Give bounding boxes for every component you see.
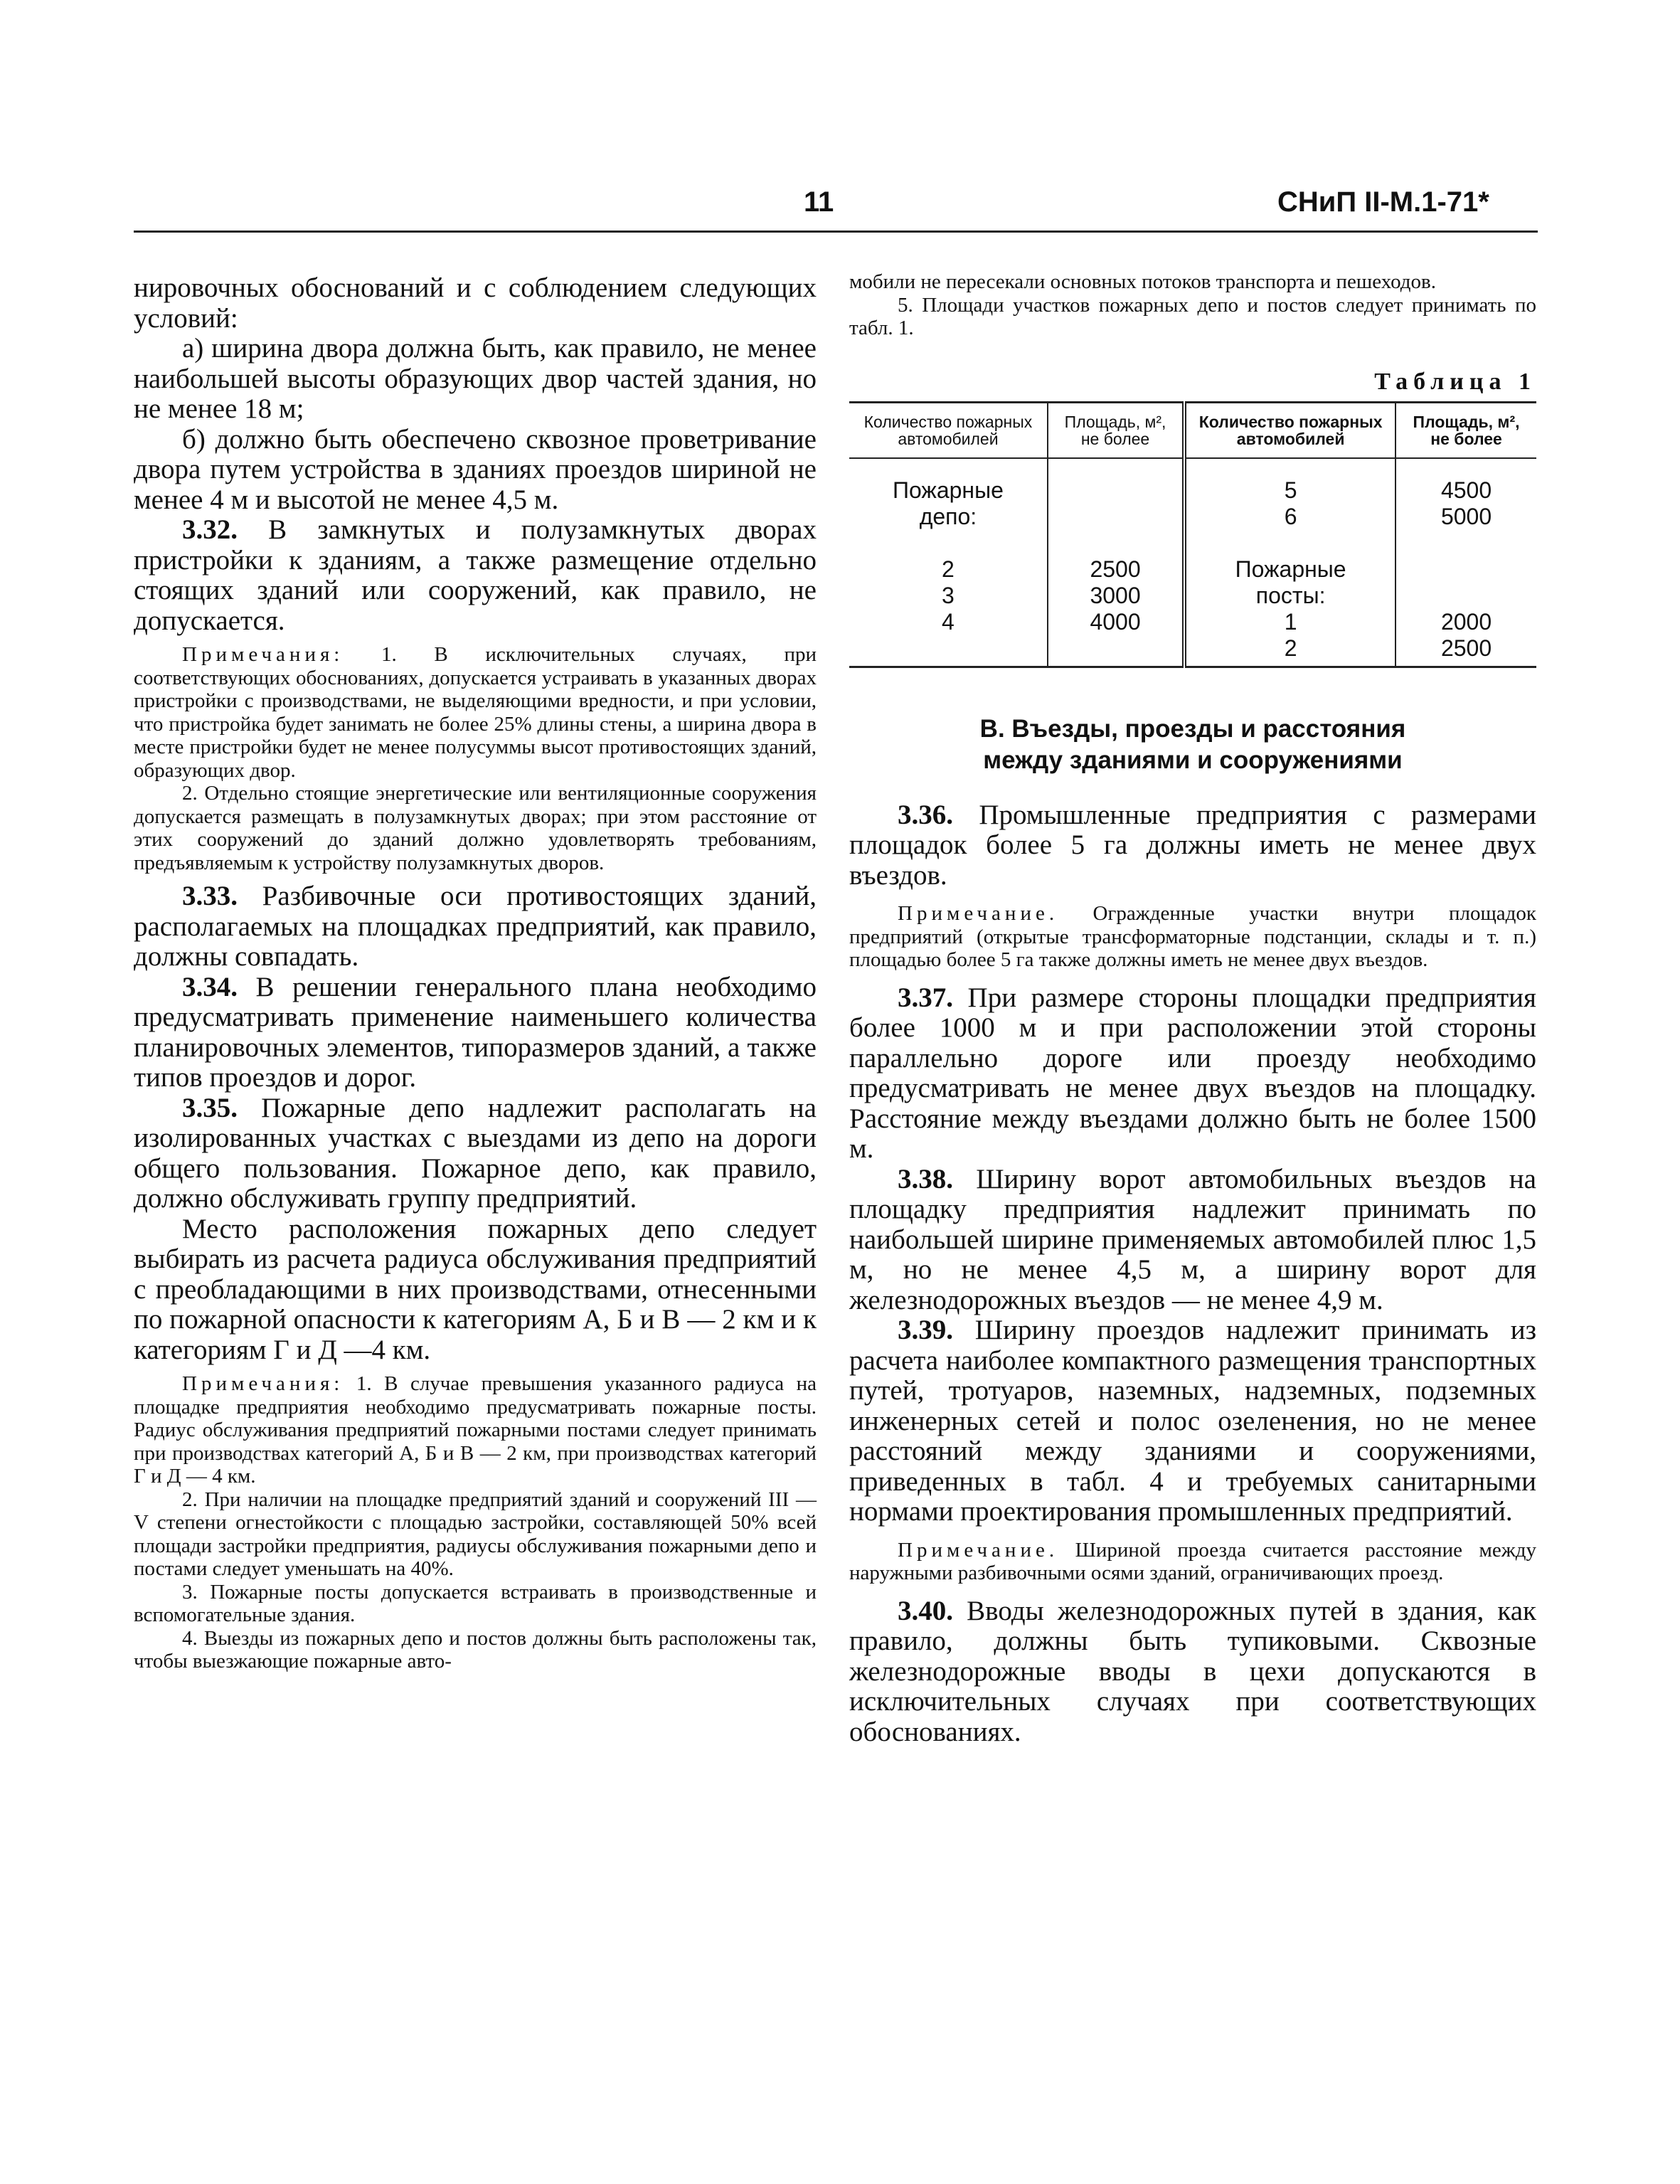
clause-3-40	[849, 1596, 1536, 1748]
header-rule	[134, 230, 1538, 233]
clause-text: Промышленные предприятия с размерами площадок более 5 га должны иметь не менее двух въездов.	[849, 799, 1536, 891]
clause-number: 3.32.	[182, 514, 238, 545]
note-label: Примечание.	[898, 1538, 1059, 1562]
note-item-5: 5. Площади участков пожарных депо и постов следует принимать по табл. 1.	[849, 293, 1536, 339]
document-code: СНиП II-М.1-71*	[1277, 186, 1489, 218]
clause-3-32	[134, 515, 817, 636]
note-continuation: мобили не пересекали основных потоков транспорта и пешеходов.	[849, 270, 1436, 293]
right-column	[849, 270, 1536, 1747]
clause-3-37	[849, 983, 1536, 1165]
clause-number: 3.35.	[182, 1092, 238, 1123]
table-header-cell: Количество пожарных автомобилей	[1184, 402, 1395, 458]
page-number: 11	[804, 186, 834, 218]
clause-number: 3.37.	[898, 982, 953, 1013]
clause-text: Ширину проездов надлежит принимать из расчета наиболее компактного размещения транспортных путей, тротуаров, наземных, надземных, подземных инженерных сетей и полос озеленения, но не менее расстояний между зданиями и сооружениями, приведенных в табл. 4 и требуемых санитарными нормами проектирования промышленных предприятий.	[849, 1315, 1536, 1527]
note-3-39	[849, 1539, 1536, 1585]
clause-text: Ширину ворот автомобильных въездов на площадку предприятия надлежит принимать по наибольшей ширине применяемых автомобилей плюс 1,5 м, но не менее 4,5 м, а ширину ворот для железнодорожных въездов — не менее 4,9 м.	[849, 1163, 1536, 1315]
note-text: Огражденные участки внутри площадок предприятий (открытые трансформаторные подстанции, склады и т. п.) площадью более 5 га также должны иметь не менее двух въездов.	[849, 902, 1536, 971]
clause-text: Вводы железнодорожных путей в здания, как правило, должны быть тупиковыми. Сквозные железнодорожные вводы в цехи допускаются в исключительных случаях при соответствующих обоснованиях.	[849, 1595, 1536, 1747]
note-3-32	[134, 643, 817, 782]
condition-b: б) должно быть обеспечено сквозное проветривание двора путем устройства в зданиях проездов шириной не менее 4 м и высотой не менее 4,5 м.	[134, 423, 817, 515]
table-cell: 5 6 Пожарные посты: 1 2	[1184, 458, 1395, 667]
note-label: Примечания:	[182, 643, 344, 666]
note-3-35	[134, 1372, 817, 1488]
note-3-32-item-2: 2. Отдельно стоящие энергетические или вентиляционные сооружения допускается размещать в полузамкнутых дворах; при этом расстояние от этих сооружений до зданий должно удовлетворять требованиям, предъявляемым к устройству полузамкнутых дворов.	[134, 782, 817, 874]
table-header-cell: Площадь, м², не более	[1048, 402, 1184, 458]
clause-number: 3.39.	[898, 1315, 953, 1345]
clause-3-33	[134, 881, 817, 972]
clause-3-35	[134, 1093, 817, 1214]
note-text: 1. В случае превышения указанного радиуса на площадке предприятия необходимо предусматривать пожарные посты. Радиус обслуживания предприятий пожарными постами следует принимать при производствах категорий А, Б и В — 2 км, при производствах категорий Г и Д — 4 км.	[134, 1372, 817, 1488]
section-title	[849, 714, 1536, 776]
clause-3-34	[134, 972, 817, 1093]
note-3-35-item-2: 2. При наличии на площадке предприятий зданий и сооружений III — V степени огнестойкости с площадью застройки, составляющей 50% всей площади застройки предприятия, радиусы обслуживания пожарными депо и постами следует уменьшать на 40%.	[134, 1488, 817, 1580]
left-column	[134, 273, 817, 1673]
note-3-36	[849, 902, 1536, 972]
clause-number: 3.40.	[898, 1595, 953, 1626]
clause-3-39	[849, 1315, 1536, 1527]
clause-text: В замкнутых и полузамкнутых дворах пристройки к зданиям, а также размещение отдельно стоящих зданий или сооружений, как правило, не допускается.	[134, 514, 817, 636]
clause-number: 3.36.	[898, 799, 953, 830]
clause-number: 3.33.	[182, 881, 238, 911]
fire-depot-area-table	[849, 401, 1536, 668]
condition-a: а) ширина двора должна быть, как правило, не менее наибольшей высоты образующих двор частей здания, но не менее 18 м;	[134, 333, 817, 424]
clause-text: В решении генерального плана необходимо предусматривать применение наименьшего количества планировочных элементов, типоразмеров зданий, а также типов проездов и дорог.	[134, 971, 817, 1093]
note-label: Примечания:	[182, 1372, 344, 1395]
note-label: Примечание.	[898, 902, 1059, 925]
note-text: Шириной проезда считается расстояние между наружными разбивочными осями зданий, ограничивающих проезд.	[849, 1538, 1536, 1584]
clause-3-35-paragraph-2: Место расположения пожарных депо следует выбирать из расчета радиуса обслуживания предприятий с преобладающими в них производствами, отнесенными по пожарной опасности к категориям А, Б и В — 2 км и к категориям Г и Д —4 км.	[134, 1213, 817, 1365]
table-header-cell: Площадь, м², не более	[1395, 402, 1536, 458]
clause-text: Пожарные депо надлежит располагать на изолированных участках с выездами из депо на дороги общего пользования. Пожарное депо, как правило, должно обслуживать группу предприятий.	[134, 1092, 817, 1214]
paragraph-continuation: нировочных обоснований и с соблюдением следующих условий:	[134, 272, 817, 334]
clause-text: При размере стороны площадки предприятия более 1000 м и при расположении этой стороны параллельно дороге или проезду необходимо предусматривать не менее двух въездов на площадку. Расстояние между въездами должно быть не более 1500 м.	[849, 982, 1536, 1164]
note-text: 1. В исключительных случаях, при соответствующих обоснованиях, допускается устраивать в указанных дворах пристройки с производствами, не выделяющими вредности, и при условии, что пристройка будет занимать не более 25% длины стены, а ширина двора в месте пристройки будет не менее полусуммы высот противостоящих зданий, образующих двор.	[134, 643, 817, 782]
note-3-35-item-4: 4. Выезды из пожарных депо и постов должны быть расположены так, чтобы выезжающие пожарные авто-	[134, 1626, 817, 1673]
table-cell: 2500 3000 4000	[1048, 458, 1184, 667]
table-header-cell: Количество пожарных автомобилей	[849, 402, 1048, 458]
note-3-35-item-3: 3. Пожарные посты допускается встраивать в производственные и вспомогательные здания.	[134, 1580, 817, 1626]
table-label: Таблица 1	[1374, 368, 1536, 395]
clause-number: 3.38.	[898, 1163, 953, 1194]
clause-text: Разбивочные оси противостоящих зданий, располагаемых на площадках предприятий, как правило, должны совпадать.	[134, 881, 817, 972]
clause-number: 3.34.	[182, 971, 238, 1002]
section-title-line-2: между зданиями и сооружениями	[983, 746, 1403, 774]
section-title-line-1: В. Въезды, проезды и расстояния	[979, 714, 1406, 743]
clause-3-36	[849, 800, 1536, 891]
table-cell: Пожарные депо: 2 3 4	[849, 458, 1048, 667]
table-cell: 4500 5000 2000 2500	[1440, 477, 1492, 661]
clause-3-38	[849, 1165, 1536, 1316]
